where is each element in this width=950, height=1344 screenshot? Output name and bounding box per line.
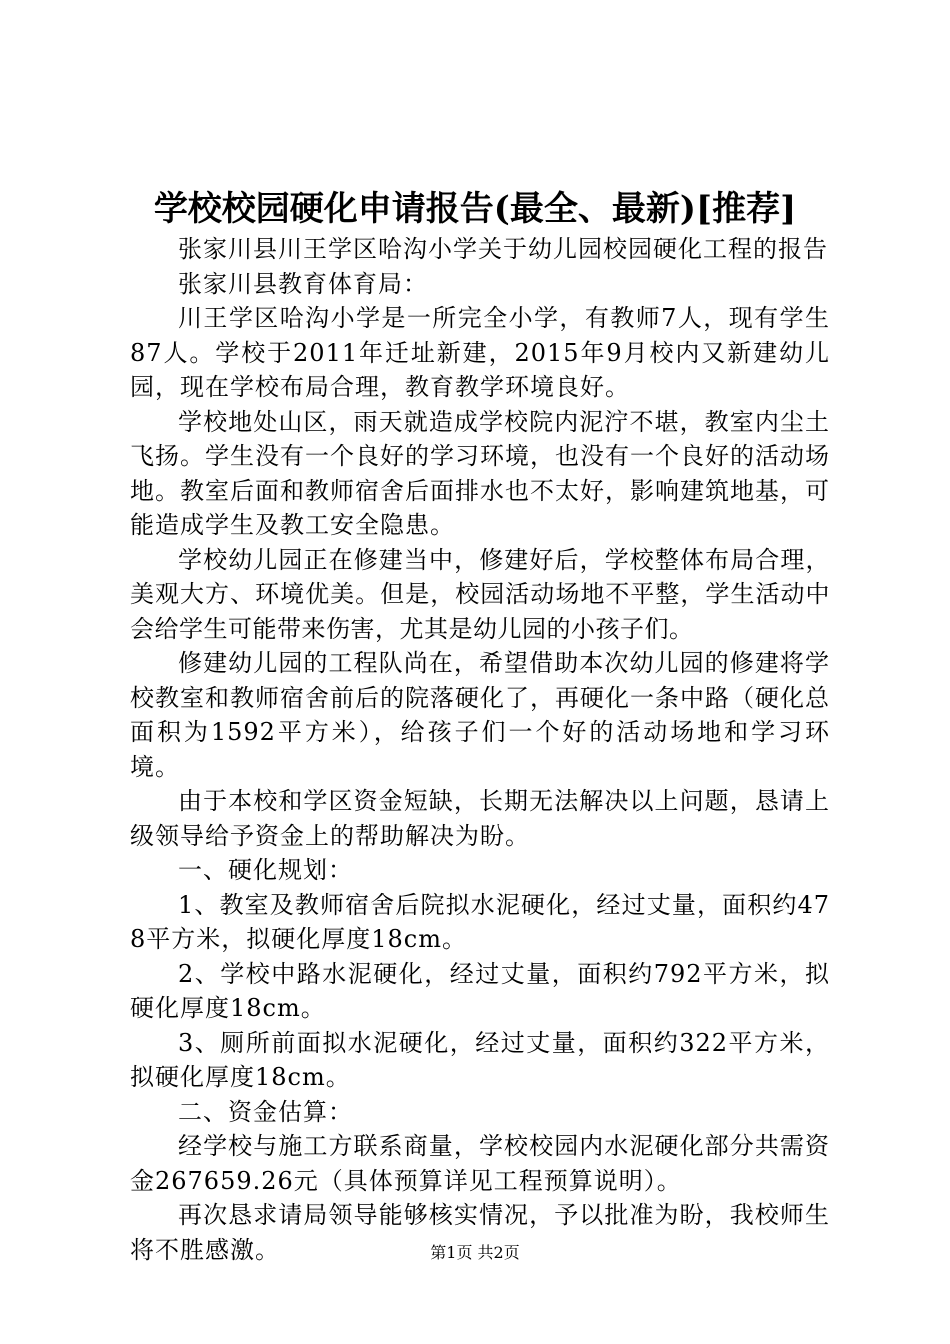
budget-paragraph: 经学校与施工方联系商量，学校校园内水泥硬化部分共需资金267659.26元（具体预算详见工程预算说明）。 [130,1132,830,1195]
document-body [130,232,830,1267]
report-heading-paragraph: 张家川县川王学区哈沟小学关于幼儿园校园硬化工程的报告 [178,235,828,263]
kindergarten-paragraph: 学校幼儿园正在修建当中，修建好后，学校整体布局合理，美观大方、环境优美。但是，校园活动场地不平整，学生活动中会给学生可能带来伤害，尤其是幼儿园的小孩子们。 [130,545,830,643]
plan-item-1: 1、教室及教师宿舍后院拟水泥硬化，经过丈量，面积约478平方米，拟硬化厚度18cm。 [130,890,830,953]
proposal-paragraph: 修建幼儿园的工程队尚在，希望借助本次幼儿园的修建将学校教室和教师宿舍前后的院落硬化了，再硬化一条中路（硬化总面积为1592平方米），给孩子们一个好的活动场地和学习环境。 [130,649,830,781]
funding-request-paragraph: 由于本校和学区资金短缺，长期无法解决以上问题，恳请上级领导给予资金上的帮助解决为盼。 [130,787,830,850]
section-heading-plan: 一、硬化规划： [178,856,353,884]
addressee-paragraph: 张家川县教育体育局： [178,269,428,298]
page-number-footer: 第1页 共2页 [430,1243,520,1262]
closing-paragraph: 再次恳求请局领导能够核实情况，予以批准为盼，我校师生将不胜感激。 [130,1201,830,1264]
plan-item-2: 2、学校中路水泥硬化，经过丈量，面积约792平方米，拟硬化厚度18cm。 [130,959,830,1022]
document-title: 学校校园硬化申请报告(最全、最新)[推荐] [153,189,797,229]
problem-paragraph: 学校地处山区，雨天就造成学校院内泥泞不堪，教室内尘土飞扬。学生没有一个良好的学习环境，也没有一个良好的活动场地。教室后面和教师宿舍后面排水也不太好，影响建筑地基，可能造成学生及教工安全隐患。 [130,407,830,539]
school-intro-paragraph: 川王学区哈沟小学是一所完全小学，有教师7人，现有学生87人。学校于2011年迁址新建，2015年9月校内又新建幼儿园，现在学校布局合理，教育教学环境良好。 [130,304,830,401]
plan-item-3: 3、厕所前面拟水泥硬化，经过丈量，面积约322平方米，拟硬化厚度18cm。 [130,1028,830,1091]
section-heading-budget: 二、资金估算： [178,1097,353,1126]
